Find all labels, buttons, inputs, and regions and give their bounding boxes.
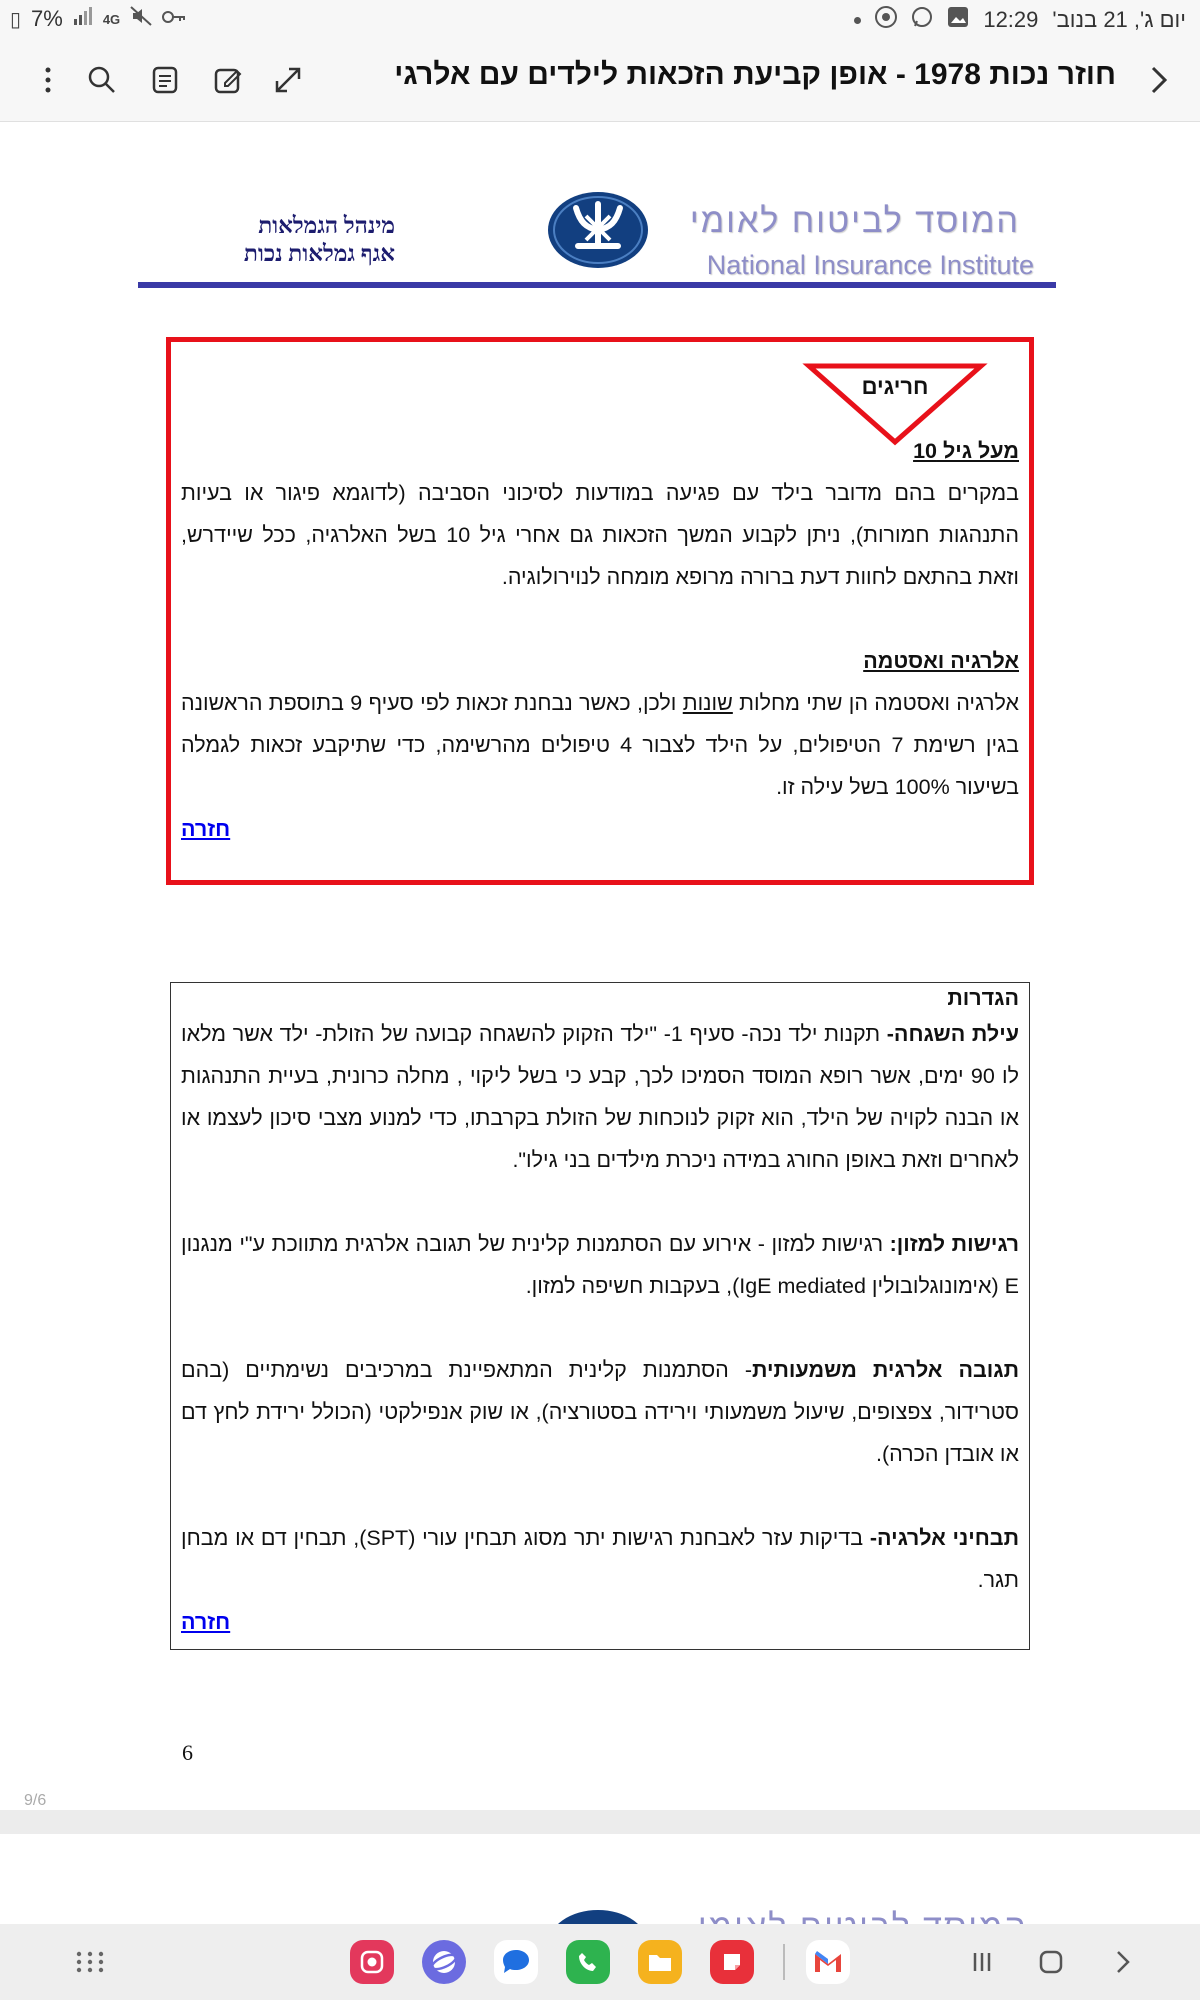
search-button[interactable] — [82, 60, 122, 100]
page-number: 6 — [182, 1740, 193, 1765]
signal-icon — [73, 7, 93, 31]
back-link[interactable]: חזרה — [181, 817, 231, 841]
expand-icon — [273, 65, 303, 95]
search-icon — [87, 65, 117, 95]
chevron-right-icon — [1138, 60, 1178, 100]
recents-button[interactable] — [962, 1944, 1002, 1980]
definition-text: - הסתמנות קלינית המתאפיינת במרכיבים נשימתיים (בהם סטרידור, צפצופים, שיעול משמעותי וירידה בסטורציה), או שוק אנפילקטי (הכולל ירידת לחץ דם או אובדן הכרה). — [181, 1358, 1019, 1466]
status-date: יום ג', 21 בנוב' — [1052, 7, 1186, 32]
more-icon — [43, 65, 53, 95]
mute-icon — [130, 6, 152, 32]
definition-item — [181, 1013, 1019, 1181]
exceptions-box — [166, 337, 1034, 885]
department-line-1: מינהל הגמלאות — [258, 213, 395, 238]
notes-icon — [150, 65, 180, 95]
navigation-bar — [0, 1924, 1200, 2000]
next-page-preview[interactable] — [0, 1834, 1200, 1924]
definition-term: עילת השגחה- — [886, 1022, 1019, 1046]
network-icon: 4G — [102, 11, 121, 27]
section-heading-allergy-asthma: אלרגיה ואסטמה — [863, 649, 1019, 673]
exceptions-badge-label: חריגים — [861, 374, 929, 399]
apps-grid-icon — [75, 1950, 105, 1974]
messages-app-icon[interactable] — [494, 1940, 538, 1984]
institute-name-hebrew: המוסד לביטוח לאומי — [689, 202, 1020, 240]
definition-text: תקנות ילד נכה- סעיף 1- "ילד הזקוק להשגחה קבועה של הזולת- ילד אשר מלאו לו 90 ימים, אשר רופא המוסד הסמיכו לכך, קבע כי בשל ליקוי , מחלה כרונית, בעיית התנהגות או הבנה לקויה של הילד, הוא זקוק לנוכחות של הזולת בקרבתו, כדי למנוע מצבי סיכון לעצמו או לאחרים וזאת באופן החורג במידה ניכרת מילדים בני גילו". — [181, 1022, 1020, 1172]
status-time: 12:29 — [983, 7, 1039, 32]
definition-item — [181, 1517, 1019, 1601]
recents-icon — [970, 1950, 994, 1974]
definition-item — [181, 1349, 1019, 1475]
document-title: חוזר נכות 1978 - אופן קביעת הזכאות לילדים עם אלרגי — [394, 58, 1116, 91]
whatsapp-icon — [911, 6, 933, 34]
exceptions-badge — [805, 362, 985, 446]
dot-icon — [854, 17, 861, 24]
apps-grid-button[interactable] — [70, 1944, 110, 1980]
definition-term: רגישות למזון: — [889, 1232, 1019, 1256]
department-name — [195, 212, 395, 268]
department-line-2: אגף גמלאות נכות — [243, 241, 395, 266]
definition-text: רגישות למזון - אירוע עם הסתמנות קלינית של תגובה אלרגית מתווכת ע"י מנגנון E (אימונוגלובולין IgE mediated), בעקבות חשיפה למזון. — [181, 1232, 1019, 1298]
battery-icon: ▯ — [10, 8, 22, 31]
phone-app-icon[interactable] — [566, 1940, 610, 1984]
expand-button[interactable] — [268, 60, 308, 100]
back-icon — [1113, 1949, 1133, 1975]
document-page[interactable] — [0, 122, 1200, 1810]
app-toolbar — [0, 38, 1200, 122]
chrome-icon — [875, 6, 897, 34]
section-heading-over-10: מעל גיל 10 — [913, 439, 1019, 463]
home-button[interactable] — [1031, 1944, 1071, 1980]
more-options-button[interactable] — [28, 60, 68, 100]
section-body-allergy-asthma — [181, 682, 1019, 808]
edit-icon — [213, 65, 243, 95]
letterhead-divider — [138, 282, 1056, 288]
page-counter: 9/6 — [24, 1792, 47, 1809]
body-text: ולכן, כאשר נבחנת זכאות לפי סעיף 9 בתוספת הראשונה בגין רשימת 7 הטיפולים, על הילד לצבור 4 טיפולים מהרשימה, כדי שתיקבע זכאות לגמלה בשיעור 100% בשל עילה זו. — [181, 691, 1019, 799]
internet-app-icon[interactable] — [422, 1940, 466, 1984]
key-icon — [162, 8, 186, 31]
body-text: אלרגיה ואסטמה הן שתי מחלות — [739, 691, 1019, 715]
definitions-title: הגדרות — [947, 986, 1019, 1010]
notes-app-icon[interactable] — [710, 1940, 754, 1984]
gallery-icon — [947, 6, 969, 34]
gmail-app-icon[interactable] — [806, 1940, 850, 1984]
nii-logo — [546, 190, 650, 270]
definition-item — [181, 1223, 1019, 1307]
battery-level: 7% — [31, 6, 63, 31]
page-separator — [0, 1810, 1200, 1834]
notes-button[interactable] — [145, 60, 185, 100]
dock-separator — [783, 1944, 785, 1980]
institute-name-english: National Insurance Institute — [706, 250, 1034, 280]
section-body-over-10: במקרים בהם מדובר בילד עם פגיעה במודעות לסיכוני הסביבה (לדוגמא פיגור או בעיות התנהגות חמורות), ניתן לקבוע המשך הזכאות גם אחרי גיל 10 בשל האלרגיה, ככל שיידרש, וזאת בהתאם לחוות דעת ברורה מרופא מומחה לנוירולוגיה. — [181, 481, 1020, 589]
back-link[interactable]: חזרה — [181, 1610, 231, 1634]
status-left — [10, 6, 186, 32]
my-files-app-icon[interactable] — [638, 1940, 682, 1984]
letterhead — [138, 184, 1056, 286]
screen-recorder-app-icon[interactable] — [350, 1940, 394, 1984]
underlined-word: שונות — [682, 691, 733, 715]
status-bar — [0, 0, 1200, 38]
back-nav-button[interactable] — [1103, 1944, 1143, 1980]
definition-term: תבחיני אלרגיה- — [869, 1526, 1019, 1550]
definition-text: בדיקות עזר לאבחנת רגישות יתר מסוג תבחין עורי (SPT), תבחין דם או מבחן תגר. — [181, 1526, 1019, 1592]
home-icon — [1038, 1949, 1064, 1975]
edit-button[interactable] — [208, 60, 248, 100]
definitions-box — [170, 982, 1030, 1650]
status-right — [854, 6, 1186, 34]
back-button[interactable] — [1138, 60, 1178, 100]
definition-term: תגובה אלרגית משמעותית — [752, 1358, 1019, 1382]
